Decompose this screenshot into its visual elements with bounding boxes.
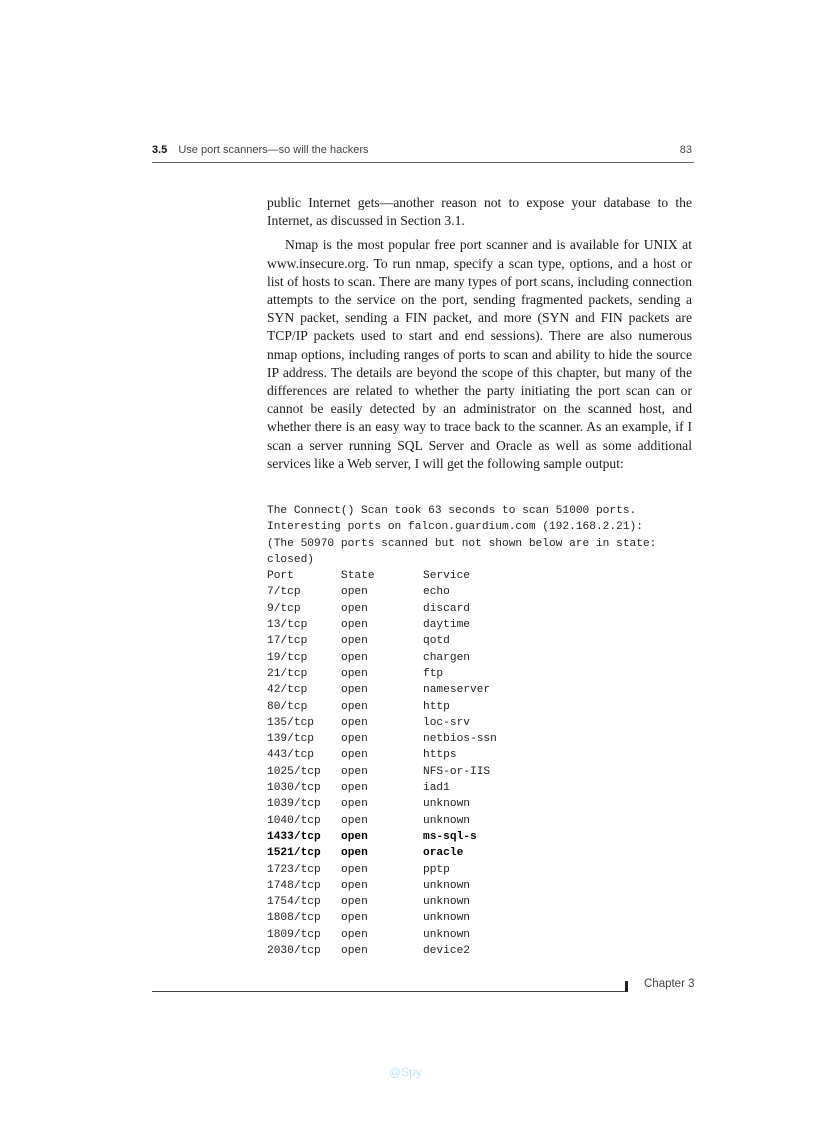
column-header-service: Service: [423, 570, 470, 583]
service-cell: nameserver: [423, 684, 491, 697]
service-cell: iad1: [423, 782, 450, 795]
port-row: [267, 764, 687, 780]
state-cell: open: [341, 830, 368, 843]
page-number: 83: [679, 144, 692, 156]
code-line: Interesting ports on falcon.guardium.com (192.168.2.21):: [267, 521, 643, 534]
port-row: [267, 617, 687, 633]
service-cell: chargen: [423, 651, 470, 664]
state-cell: open: [341, 863, 368, 876]
service-cell: daytime: [423, 619, 470, 632]
port-cell: 42/tcp: [267, 684, 308, 697]
port-table: [267, 584, 687, 959]
service-cell: http: [423, 700, 450, 713]
code-line: (The 50970 ports scanned but not shown below are in state: closed): [267, 537, 664, 566]
port-cell: 1433/tcp: [267, 830, 321, 843]
port-row: [267, 731, 687, 747]
port-cell: 19/tcp: [267, 651, 308, 664]
port-cell: 1808/tcp: [267, 912, 321, 925]
service-cell: loc-srv: [423, 716, 470, 729]
state-cell: open: [341, 945, 368, 958]
service-cell: unknown: [423, 928, 470, 941]
state-cell: open: [341, 847, 368, 860]
port-cell: 1748/tcp: [267, 879, 321, 892]
running-head: [152, 144, 694, 162]
service-cell: unknown: [423, 912, 470, 925]
port-row: [267, 894, 687, 910]
port-cell: 80/tcp: [267, 700, 308, 713]
code-line: The Connect() Scan took 63 seconds to scan 51000 ports.: [267, 505, 637, 517]
port-cell: 2030/tcp: [267, 945, 321, 958]
service-cell: pptp: [423, 863, 450, 876]
state-cell: open: [341, 602, 368, 615]
code-listing: [267, 503, 687, 959]
port-row: [267, 862, 687, 878]
section-number: 3.5: [152, 144, 168, 156]
port-row: [267, 682, 687, 698]
port-cell: 1754/tcp: [267, 896, 321, 909]
port-row: [267, 650, 687, 666]
state-cell: open: [341, 586, 368, 599]
port-cell: 1723/tcp: [267, 863, 321, 876]
port-cell: 9/tcp: [267, 602, 301, 615]
service-cell: unknown: [423, 879, 470, 892]
port-cell: 443/tcp: [267, 749, 314, 762]
port-row: [267, 845, 687, 861]
section-title: Use port scanners—so will the hackers: [178, 144, 369, 156]
port-row: [267, 927, 687, 943]
footer-rule: [152, 991, 625, 992]
port-row: [267, 813, 687, 829]
paragraph: Nmap is the most popular free port scanner and is available for UNIX at www.insecure.org. To run nmap, specify a scan type, options, and a host or list of hosts to scan. There are many types of port scans, including connection attempts to the service on the port, sending fragmented packets, sending a SYN packet, sending a FIN packet, and more (SYN and FIN packets are TCP/IP packets used to start and end sessions). There are also numerous nmap options, including ranges of ports to scan and ability to hide the source IP address. The details are beyond the scope of this chapter, but many of the differences are related to whether the party initiating the port scan can or cannot be easily detected by an administrator on the scanned host, and whether there is an easy way to trace back to the scanner. As an example, if I scan a server running SQL Server and Oracle as well as some additional services like a Web server, I will get the following sample output:: [267, 237, 692, 471]
state-cell: open: [341, 716, 368, 729]
state-cell: open: [341, 749, 368, 762]
state-cell: open: [341, 700, 368, 713]
state-cell: open: [341, 667, 368, 680]
port-row: [267, 780, 687, 796]
column-header-state: State: [341, 570, 375, 583]
port-row: [267, 633, 687, 649]
port-cell: 139/tcp: [267, 733, 314, 746]
state-cell: open: [341, 733, 368, 746]
paragraph: public Internet gets—another reason not to expose your database to the Internet, as discussed in Section 3.1.: [267, 195, 692, 229]
port-cell: 1030/tcp: [267, 782, 321, 795]
port-cell: 1521/tcp: [267, 847, 321, 860]
port-cell: 1025/tcp: [267, 765, 321, 778]
state-cell: open: [341, 912, 368, 925]
state-cell: open: [341, 928, 368, 941]
port-cell: 135/tcp: [267, 716, 314, 729]
state-cell: open: [341, 896, 368, 909]
port-row: [267, 584, 687, 600]
state-cell: open: [341, 765, 368, 778]
port-row: [267, 699, 687, 715]
service-cell: NFS-or-IIS: [423, 765, 491, 778]
port-cell: 21/tcp: [267, 667, 308, 680]
service-cell: ftp: [423, 667, 444, 680]
service-cell: ms-sql-s: [423, 830, 477, 843]
service-cell: netbios-ssn: [423, 733, 497, 746]
service-cell: discard: [423, 602, 470, 615]
port-row: [267, 910, 687, 926]
service-cell: device2: [423, 945, 470, 958]
port-row: [267, 747, 687, 763]
port-cell: 1039/tcp: [267, 798, 321, 811]
state-cell: open: [341, 798, 368, 811]
footer-mark: [625, 981, 628, 992]
state-cell: open: [341, 814, 368, 827]
state-cell: open: [341, 782, 368, 795]
port-cell: 7/tcp: [267, 586, 301, 599]
state-cell: open: [341, 879, 368, 892]
port-row: [267, 796, 687, 812]
service-cell: oracle: [423, 847, 464, 860]
port-cell: 1040/tcp: [267, 814, 321, 827]
port-row: [267, 829, 687, 845]
port-row: [267, 715, 687, 731]
state-cell: open: [341, 651, 368, 664]
code-column-headers: [267, 568, 687, 584]
header-rule: [152, 162, 694, 163]
state-cell: open: [341, 635, 368, 648]
port-row: [267, 601, 687, 617]
service-cell: echo: [423, 586, 450, 599]
body-text: [267, 194, 692, 479]
chapter-label: Chapter 3: [644, 978, 695, 990]
service-cell: unknown: [423, 814, 470, 827]
service-cell: https: [423, 749, 457, 762]
service-cell: unknown: [423, 798, 470, 811]
port-row: [267, 666, 687, 682]
port-cell: 13/tcp: [267, 619, 308, 632]
state-cell: open: [341, 619, 368, 632]
port-cell: 17/tcp: [267, 635, 308, 648]
service-cell: qotd: [423, 635, 450, 648]
state-cell: open: [341, 684, 368, 697]
port-row: [267, 943, 687, 959]
watermark: @Spy: [389, 1065, 422, 1079]
service-cell: unknown: [423, 896, 470, 909]
port-row: [267, 878, 687, 894]
port-cell: 1809/tcp: [267, 928, 321, 941]
column-header-port: Port: [267, 570, 294, 583]
